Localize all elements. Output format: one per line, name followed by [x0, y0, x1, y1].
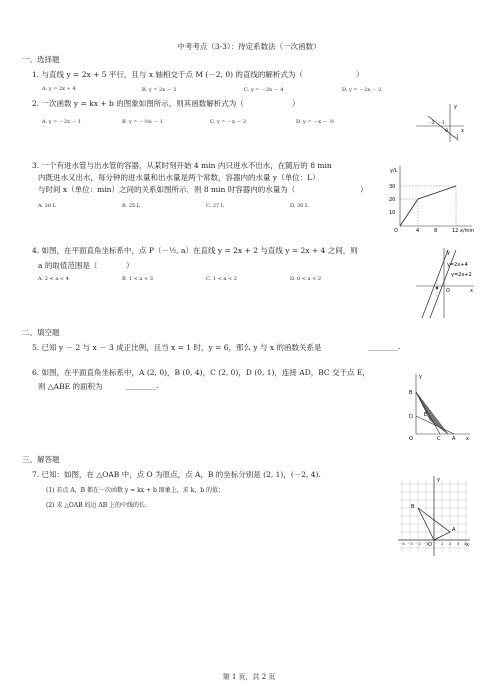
- question-5-text: . 已知 y － 2 与 x － 3 成正比例，且当 x = 1 时，y = 6，那么 y 与 x 的函数关系是: [36, 343, 322, 352]
- question-7: [32, 469, 321, 480]
- question-2-close: ）: [292, 99, 300, 108]
- q7-tick-neg2: －2: [415, 542, 421, 546]
- q4-option-b: B. 1 < a < 3: [122, 276, 153, 282]
- q7-tick-1: 1: [441, 542, 444, 546]
- question-6-blank: ________: [126, 381, 156, 390]
- q6-segment-bc: [416, 392, 440, 434]
- question-5-number: 5: [32, 343, 37, 352]
- question-5-end: .: [398, 342, 401, 351]
- q4-label-line1: y=2x+4: [447, 262, 468, 268]
- q3-y-label: y/L: [390, 168, 398, 174]
- question-4-text-1: . 如图，在平面直角坐标系中，点 P（－½, a）在直线 y = 2x + 2 与直线 y = 2x + 4 之间，则: [36, 246, 358, 255]
- q7-label-x: x: [466, 542, 469, 548]
- q4-point-p: [436, 287, 438, 289]
- question-3-line-1: [32, 160, 332, 171]
- question-3-number: 3: [32, 161, 37, 170]
- q6-label-d: D: [409, 414, 413, 420]
- question-5-answer-blank[interactable]: [368, 342, 400, 351]
- q7-label-b: B: [411, 504, 415, 510]
- question-2-text: . 一次函数 y = kx + b 的图象如图所示，则其函数解析式为（: [36, 99, 244, 108]
- q7-x-ticks: [399, 542, 467, 546]
- question-4-close: ）: [126, 261, 134, 270]
- question-6-text-1: . 如图，在平面直角坐标系中，A (2, 0)，B (0, 4)，C (2, 0)，D (0, 1)，连接 AD，BC 交于点 E，: [36, 368, 370, 377]
- q2-function-graph: [414, 102, 466, 144]
- question-6-answer-blank[interactable]: [126, 381, 158, 390]
- q6-label-o: O: [409, 436, 413, 440]
- section-choice-heading: 一、选择题: [22, 55, 60, 64]
- q2-tick-neg1: －1: [438, 120, 445, 125]
- section-solve-heading: 三、解答题: [22, 455, 60, 464]
- q7-tick-neg3: －3: [407, 542, 413, 546]
- question-1: [32, 69, 303, 80]
- q2-tick-y-neg1: －1: [452, 134, 459, 139]
- question-7-number: 7: [32, 470, 37, 479]
- q6-label-x: x: [466, 436, 469, 440]
- question-1-number: 1: [32, 70, 37, 79]
- q1-option-c: C. y = －2x － 4: [244, 87, 284, 93]
- q3-option-d: D. 30 L: [290, 203, 309, 209]
- q6-label-e: E: [424, 412, 428, 418]
- q3-tick-20: 20: [389, 197, 396, 203]
- q7-label-o: O: [428, 542, 432, 548]
- q2-tick-neg2: －2: [428, 120, 435, 125]
- q4-lines-graph: [414, 246, 476, 320]
- q2-x-label: x: [461, 128, 464, 134]
- question-4-line-1: [32, 245, 358, 256]
- q2-origin: O: [445, 128, 449, 133]
- q3-origin: O: [394, 228, 398, 234]
- q7-tick-neg1: －1: [423, 542, 429, 546]
- question-7-part-2: (2) 求 △OAB 的边 AB 上的中线的长.: [46, 502, 147, 509]
- q4-y-label: y: [447, 250, 450, 256]
- q3-option-c: C. 27 L: [206, 203, 225, 209]
- question-3-line-2: 内既进水又出水，每分钟的进水量和出水量是两个常数，容器内的水量 y（单位：L）: [38, 173, 320, 182]
- q7-grid-graph: [396, 474, 472, 558]
- q2-option-b: B. y = －½x － 1: [122, 119, 164, 125]
- question-5-blank: ________: [368, 342, 398, 351]
- question-3-line-3: 与时间 x（单位：min）之间的关系如图所示．则 8 min 时容器内的水量为（: [38, 185, 296, 194]
- q7-tick-3: 3: [457, 542, 460, 546]
- q3-option-b: B. 25 L: [122, 203, 141, 209]
- q1-option-a: A. y = 2x + 4: [42, 86, 76, 92]
- q3-water-line: [400, 186, 456, 226]
- q2-option-a: A. y = －2x － 1: [42, 119, 82, 125]
- q6-label-a: A: [452, 436, 456, 440]
- q2-option-d: D. y = －x － ½: [296, 119, 335, 125]
- q7-label-y: y: [437, 477, 440, 483]
- q4-option-c: C. 1 < a < 2: [206, 276, 237, 282]
- q4-option-a: A. 2 < a < 4: [38, 276, 69, 282]
- question-3-close: ）: [360, 185, 368, 194]
- q2-option-c: C. y = －x － 2: [210, 119, 247, 125]
- q6-label-c: C: [437, 436, 441, 440]
- q4-option-d: D. 0 < a < 2: [290, 276, 322, 282]
- question-6-number: 6: [32, 368, 37, 377]
- question-7-part-1: (1) 若点 A，B 都在一次函数 y = kx + b 图象上，求 k，b 的值；: [46, 487, 225, 494]
- question-1-text: . 与直线 y = 2x + 5 平行，且与 x 轴相交于点 M (－2, 0) 的直线的解析式为（: [36, 70, 303, 79]
- question-6-end: .: [156, 381, 159, 390]
- q7-label-a: A: [452, 527, 456, 533]
- question-7-text: . 已知：如图，在 △OAB 中，点 O 为原点，点 A，B 的坐标分别是 (2, 1)，(－2, 4).: [36, 470, 321, 479]
- q3-tick-8: 8: [434, 228, 438, 234]
- q7-tick-neg4: －4: [399, 542, 405, 546]
- q3-option-a: A. 20 L: [38, 203, 57, 209]
- q3-tick-12: 12: [452, 228, 459, 234]
- q3-x-label: x/min: [460, 228, 475, 234]
- q3-water-graph: [386, 164, 476, 234]
- question-5: [32, 342, 322, 353]
- section-fill-heading: 二、填空题: [22, 328, 60, 337]
- q2-y-label: y: [454, 104, 457, 110]
- question-1-close: ）: [356, 70, 364, 79]
- q4-line-lower: [430, 250, 456, 318]
- question-6-line-1: [32, 367, 370, 378]
- q6-triangle-graph: [408, 370, 474, 440]
- q4-x-label: x: [470, 288, 473, 294]
- q4-label-line2: y=2x+2: [451, 272, 472, 278]
- page-title: 中考考点（3-3）：待定系数法（一次函数）: [177, 42, 321, 51]
- question-4-line-2: a 的取值范围是（: [38, 261, 98, 270]
- q6-shaded-triangle: [416, 392, 448, 434]
- question-2: [32, 98, 244, 109]
- question-3-text-1: . 一个有进水管与出水管的容器，从某时刻开始 4 min 内只进水不出水，在随后的 8 min: [36, 161, 332, 170]
- q6-label-y: y: [419, 374, 422, 380]
- q1-option-b: B. y = 2x － 2: [142, 87, 177, 93]
- q7-tick-2: 2: [449, 542, 452, 546]
- q3-tick-10: 10: [389, 210, 396, 216]
- q3-tick-4: 4: [416, 228, 420, 234]
- question-4-number: 4: [32, 246, 37, 255]
- q7-tick-4: 4: [464, 542, 467, 546]
- q6-label-b: B: [409, 390, 413, 396]
- q4-origin: O: [446, 288, 450, 294]
- page-footer: 第 1 页，共 2 页: [222, 673, 276, 681]
- question-6-line-2: 则 △ABE 的面积为: [38, 382, 103, 391]
- question-2-number: 2: [32, 99, 37, 108]
- q1-option-d: D. y = －2x － 2: [342, 87, 382, 93]
- q3-tick-30: 30: [389, 184, 396, 190]
